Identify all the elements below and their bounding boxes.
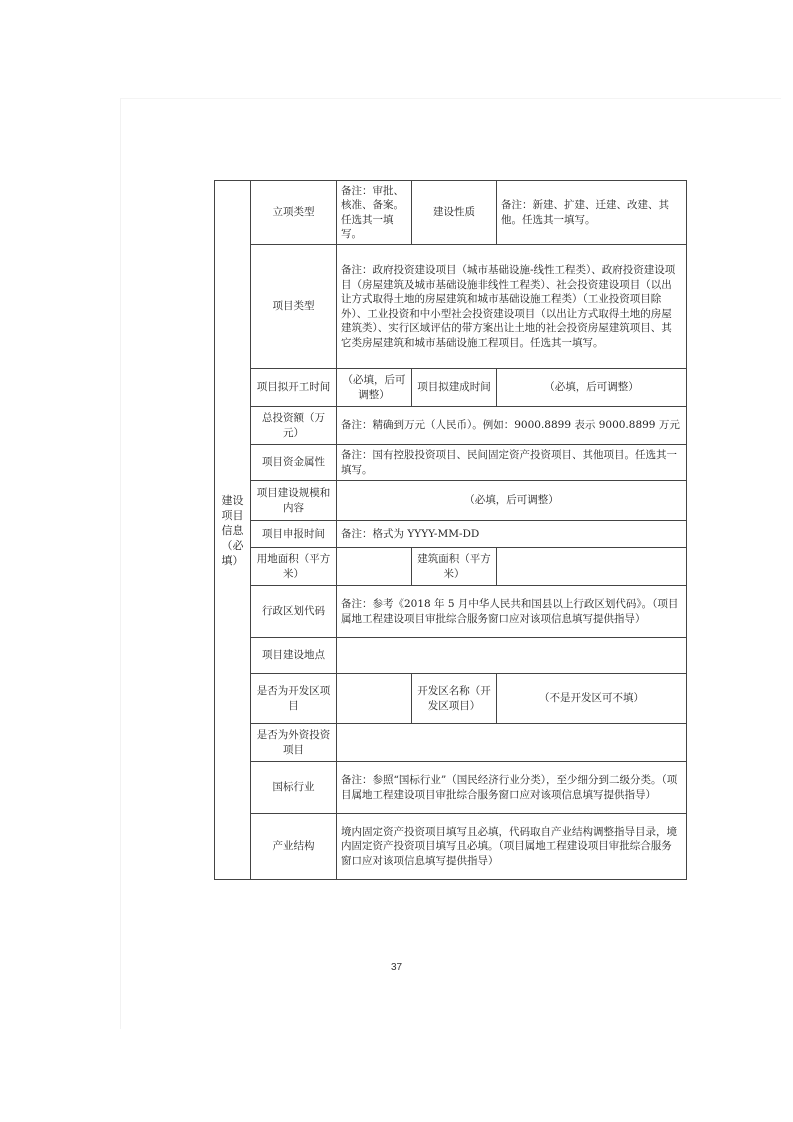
label-planned-completion: 项目拟建成时间 bbox=[412, 369, 497, 407]
note-construction-nature: 备注：新建、扩建、迁建、改建、其他。任选其一填写。 bbox=[497, 181, 687, 245]
table-row bbox=[215, 521, 687, 548]
table-row bbox=[215, 814, 687, 880]
label-dev-zone-name: 开发区名称（开发区项目） bbox=[412, 674, 497, 724]
note-division-code: 备注：参考《2018 年 5 月中华人民共和国县以上行政区划代码》。（项目属地工程建设项目审批综合服务窗口应对该项信息填写提供指导） bbox=[337, 586, 687, 638]
label-building-area: 建筑面积（平方米） bbox=[412, 548, 497, 586]
table-row bbox=[215, 407, 687, 445]
table-row bbox=[215, 638, 687, 674]
value-planned-completion: （必填，后可调整） bbox=[497, 369, 687, 407]
label-scale-content: 项目建设规模和内容 bbox=[251, 481, 337, 521]
value-planned-start: （必填，后可调整） bbox=[337, 369, 412, 407]
value-location bbox=[337, 638, 687, 674]
label-industry-structure: 产业结构 bbox=[251, 814, 337, 880]
table-row bbox=[215, 181, 687, 245]
table-row bbox=[215, 445, 687, 481]
note-project-approval-type: 备注：审批、核准、备案。任选其一填写。 bbox=[337, 181, 412, 245]
value-land-area bbox=[337, 548, 412, 586]
label-construction-nature: 建设性质 bbox=[412, 181, 497, 245]
label-planned-start: 项目拟开工时间 bbox=[251, 369, 337, 407]
label-is-foreign: 是否为外资投资项目 bbox=[251, 724, 337, 762]
label-project-approval-type: 立项类型 bbox=[251, 181, 337, 245]
value-building-area bbox=[497, 548, 687, 586]
label-total-investment: 总投资额（万元） bbox=[251, 407, 337, 445]
table-row bbox=[215, 586, 687, 638]
note-fund-attribute: 备注：国有控股投资项目、民间固定资产投资项目、其他项目。任选其一填写。 bbox=[337, 445, 687, 481]
note-total-investment: 备注：精确到万元（人民币）。例如：9000.8899 表示 9000.8899 万元 bbox=[337, 407, 687, 445]
note-declaration-time: 备注：格式为 YYYY-MM-DD bbox=[337, 521, 687, 548]
value-is-foreign bbox=[337, 724, 687, 762]
table-row bbox=[215, 724, 687, 762]
table-row bbox=[215, 481, 687, 521]
label-location: 项目建设地点 bbox=[251, 638, 337, 674]
label-land-area: 用地面积（平方米） bbox=[251, 548, 337, 586]
table-row bbox=[215, 369, 687, 407]
label-fund-attribute: 项目资金属性 bbox=[251, 445, 337, 481]
project-info-table bbox=[214, 180, 687, 880]
value-is-dev-zone bbox=[337, 674, 412, 724]
label-is-dev-zone: 是否为开发区项目 bbox=[251, 674, 337, 724]
label-industry: 国标行业 bbox=[251, 762, 337, 814]
value-scale-content: （必填，后可调整） bbox=[337, 481, 687, 521]
note-industry-structure: 境内固定资产投资项目填写且必填，代码取自产业结构调整指导目录，境内固定资产投资项目填写且必填。（项目属地工程建设项目审批综合服务窗口应对该项信息填写提供指导） bbox=[337, 814, 687, 880]
label-project-type: 项目类型 bbox=[251, 245, 337, 369]
label-division-code: 行政区划代码 bbox=[251, 586, 337, 638]
note-project-type: 备注：政府投资建设项目（城市基础设施-线性工程类）、政府投资建设项目（房屋建筑及城市基础设施非线性工程类）、社会投资建设项目（以出让方式取得土地的房屋建筑和城市基础设施工程类）（工业投资项目除外）、工业投资和中小型社会投资建设项目（以出让方式取得土地的房屋建筑类）、实行区域评估的带方案出让土地的社会投资房屋建筑项目、其它类房屋建筑和城市基础设施工程项目。任选其一填写。 bbox=[337, 245, 687, 369]
label-declaration-time: 项目申报时间 bbox=[251, 521, 337, 548]
table-row bbox=[215, 674, 687, 724]
value-dev-zone-name: （不是开发区可不填） bbox=[497, 674, 687, 724]
table-row bbox=[215, 762, 687, 814]
page-number: 37 bbox=[390, 962, 403, 973]
section-label: 建设项目信息（必填） bbox=[215, 181, 251, 880]
table-row bbox=[215, 548, 687, 586]
table-row bbox=[215, 245, 687, 369]
note-industry: 备注：参照“国标行业”（国民经济行业分类），至少细分到二级分类。（项目属地工程建设项目审批综合服务窗口应对该项信息填写提供指导） bbox=[337, 762, 687, 814]
